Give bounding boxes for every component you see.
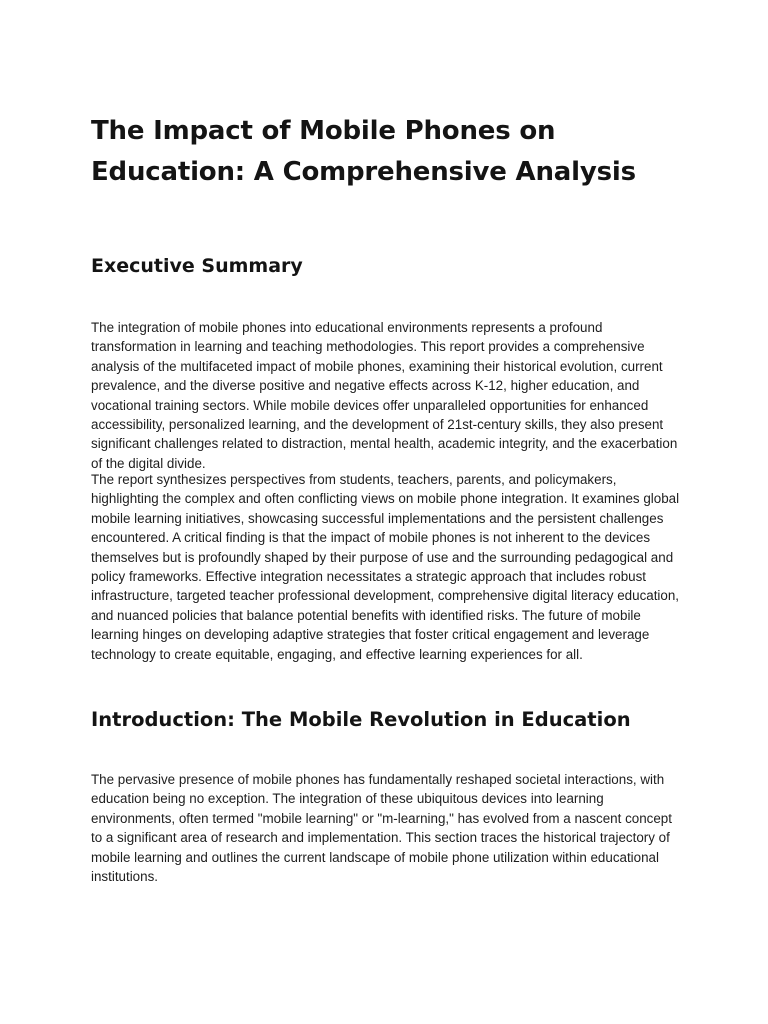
section-heading-introduction: Introduction: The Mobile Revolution in Education (91, 708, 631, 731)
introduction-paragraph-1: The pervasive presence of mobile phones has fundamentally reshaped societal interactions, with education being no exception. The integration of these ubiquitous devices into learning environments, often termed "mobile learning" or "m-learning," has evolved from a nascent concept to a significant area of research and implementation. This section traces the historical trajectory of mobile learning and outlines the current landscape of mobile phone utilization within educational institutions. (91, 772, 672, 885)
document-title: The Impact of Mobile Phones on Education: A Comprehensive Analysis (91, 116, 636, 187)
section-heading-executive-summary: Executive Summary (91, 255, 303, 277)
executive-summary-paragraph-1: The integration of mobile phones into educational environments represents a profound transformation in learning and teaching methodologies. This report provides a comprehensive analysis of the multifaceted impact of mobile phones, examining their historical evolution, current prevalence, and the diverse positive and negative effects across K-12, higher education, and vocational training sectors. While mobile devices offer unparalleled opportunities for enhanced accessibility, personalized learning, and the development of 21st-century skills, they also present significant challenges related to distraction, mental health, academic integrity, and the exacerbation of the digital divide. (91, 320, 678, 471)
executive-summary-paragraph-2: The report synthesizes perspectives from students, teachers, parents, and policymakers, highlighting the complex and often conflicting views on mobile phone integration. It examines global mobile learning initiatives, showcasing successful implementations and the persistent challenges encountered. A critical finding is that the impact of mobile phones is not inherent to the devices themselves but is profoundly shaped by their purpose of use and the surrounding pedagogical and policy frameworks. Effective integration necessitates a strategic approach that includes robust infrastructure, targeted teacher professional development, comprehensive digital literacy education, and nuanced policies that balance potential benefits with identified risks. The future of mobile learning hinges on developing adaptive strategies that foster critical engagement and leverage technology to create equitable, engaging, and effective learning experiences for all. (91, 472, 680, 662)
